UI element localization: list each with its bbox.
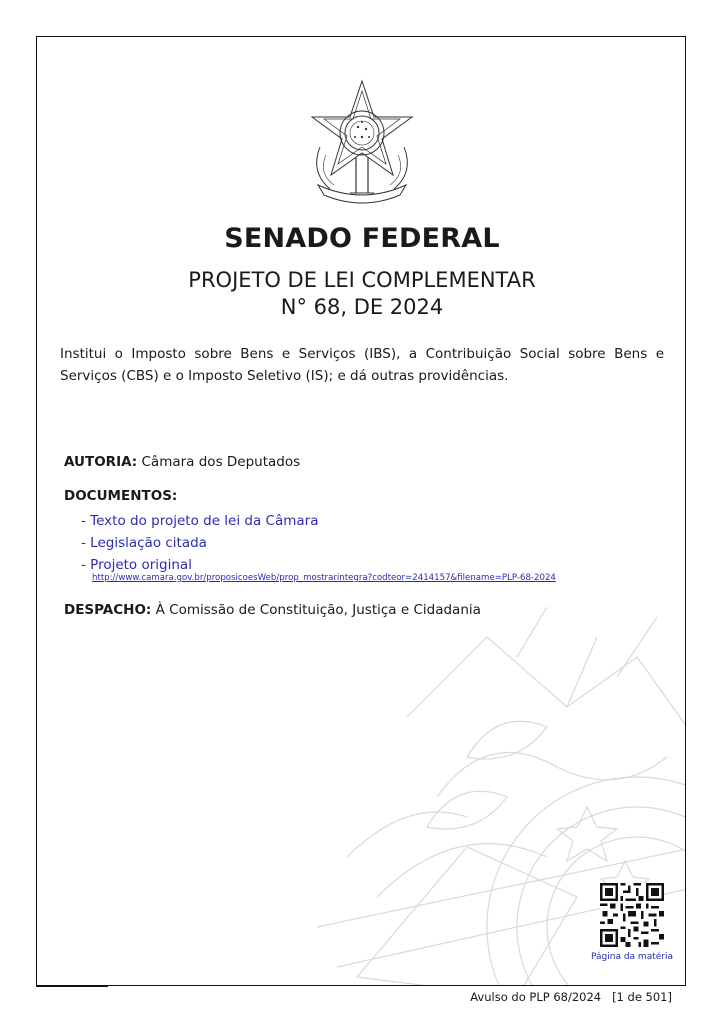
despacho-label: DESPACHO:: [64, 602, 152, 618]
institution-title: SENADO FEDERAL: [224, 223, 500, 254]
qr-caption[interactable]: Página da matéria: [591, 952, 673, 962]
footer-page-info: Avulso do PLP 68/2024 [1 de 501]: [470, 990, 672, 1004]
bill-title: [37, 267, 686, 321]
document-page: [36, 36, 686, 986]
bill-number: N° 68, DE 2024: [280, 295, 444, 319]
link-legislacao-citada[interactable]: - Legislação citada: [81, 535, 207, 551]
autoria-label: AUTORIA:: [64, 454, 138, 470]
documentos-heading: [64, 488, 177, 504]
autoria-value: Câmara dos Deputados: [141, 454, 301, 470]
qr-code-icon[interactable]: [600, 883, 664, 947]
link-projeto-original[interactable]: - Projeto original: [81, 557, 192, 573]
projeto-original-url[interactable]: http://www.camara.gov.br/proposicoesWeb/prop_mostrarintegra?codteor=2414157&filename=PLP-68-2024: [92, 573, 556, 583]
documentos-label: DOCUMENTOS:: [64, 488, 178, 504]
bill-type: PROJETO DE LEI COMPLEMENTAR: [188, 268, 536, 292]
documentos-list: [81, 510, 556, 583]
coat-of-arms-seal: [300, 77, 424, 205]
despacho-line: [64, 602, 481, 618]
footer-rule: [36, 985, 108, 987]
autoria-line: [64, 454, 300, 470]
link-texto-projeto[interactable]: - Texto do projeto de lei da Câmara: [81, 513, 319, 529]
ementa-text: Institui o Imposto sobre Bens e Serviços (IBS), a Contribuição Social sobre Bens e Serviços (CBS) e o Imposto Seletivo (IS); e dá outras providências.: [60, 346, 664, 384]
despacho-value: À Comissão de Constituição, Justiça e Cidadania: [155, 602, 481, 618]
